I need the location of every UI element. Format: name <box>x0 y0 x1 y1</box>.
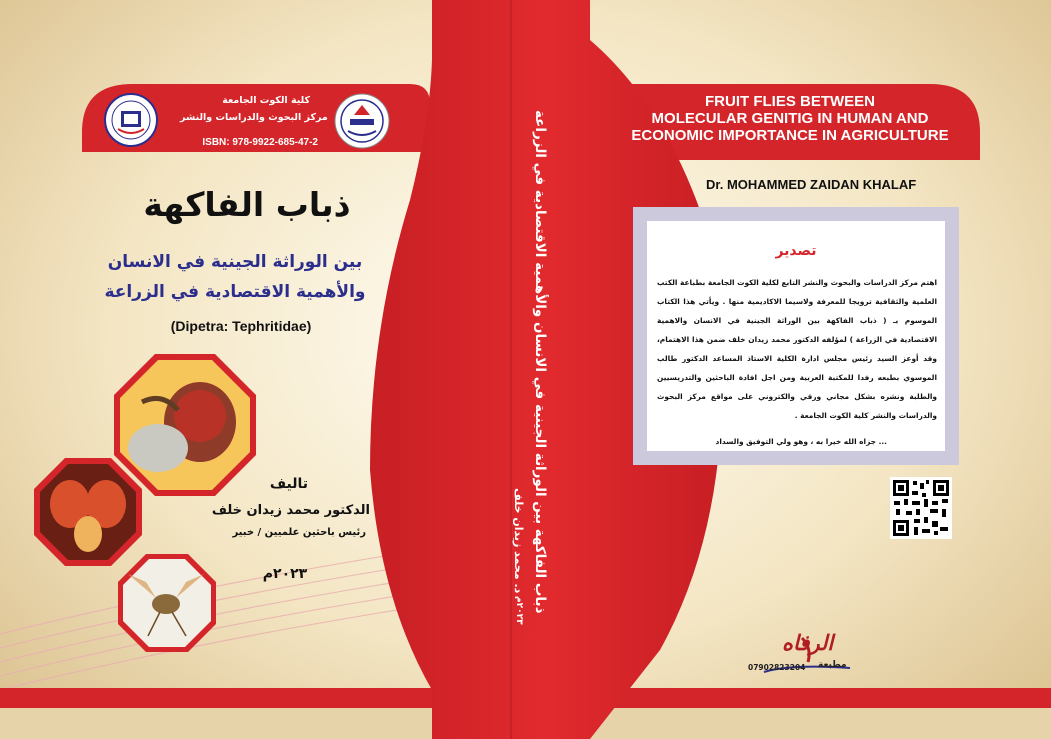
english-title <box>600 93 980 144</box>
printer-label: مطبعة <box>818 660 847 670</box>
college-name: كلية الكوت الجامعة <box>222 95 310 106</box>
preface-body: اهتم مركز الدراسات والبحوث والنشر التابع لكلية الكوت الجامعة بطباعة الكتب العلمية والثقافية ترويجا للمعرفة ولاسيما الاكاديمية منها . ويأتي هذا الكتاب الموسوم بـ ( ذباب الفاكهة بين الوراثة الجينية في الانسان والاهمية الاقتصادية في الزراعة ) لمؤلفه الدكتور محمد زيدان خلف ضمن هذا الاهتمام، وقد أوعز السيد رئيس مجلس ادارة الكلية الاستاذ المساعد الدكتور طالب الموسوي بطبعه رفدا للمكتبة العربية ومن اجل افادة الباحثين والتدريسيين والطلبة ونشره بشكل مجاني ورقي والكتروني على مواقع مركز البحوث والدراسات والنشر كلية الكوت الجامعة . <box>656 278 937 420</box>
arabic-title: ذباب الفاكهة <box>143 185 351 224</box>
preface-heading: تصدير <box>775 243 817 259</box>
english-title-line2: MOLECULAR GENITIG IN HUMAN AND <box>651 110 929 127</box>
preface-panel <box>647 221 945 451</box>
spine-author: د. محمد زيدان خلف <box>512 488 525 594</box>
english-title-line3: ECONOMIC IMPORTANCE IN AGRICULTURE <box>631 127 949 144</box>
spine-year: ٢٠٢٣م <box>514 596 524 625</box>
english-author: Dr. MOHAMMED ZAIDAN KHALAF <box>706 177 917 192</box>
author-name: الدكتور محمد زيدان خلف <box>211 503 370 518</box>
latin-family-name: (Dipetra: Tephritidae) <box>170 318 312 334</box>
arabic-subtitle-line1: بين الوراثة الجينية في الانسان <box>107 252 363 272</box>
college-logo-right <box>334 93 390 149</box>
spine-title: ذباب الفاكهة بين الوراثة الجينية في الانسان والأهمية الاقتصادية في الزراعة <box>532 110 548 614</box>
fly-wing-photo <box>116 552 218 654</box>
publication-year: ٢٠٢٣م <box>262 566 308 582</box>
author-role: رئيس باحثين علميين / خبير <box>232 527 366 538</box>
printer-phone: 07902823204 <box>748 663 806 672</box>
preface-box <box>633 207 959 465</box>
research-center-name: مركز البحوث والدراسات والنشر <box>180 112 328 123</box>
printer-brand: الرفاه <box>782 630 834 655</box>
preface-closing: ... جزاه الله خيرا به ، وهو ولي التوفيق والسداد <box>715 437 887 446</box>
isbn-number: ISBN: 978-9922-685-47-2 <box>202 137 318 148</box>
college-logo-left <box>104 93 158 147</box>
qr-code-icon <box>890 477 952 539</box>
arabic-subtitle-line2: والأهمية الاقتصادية في الزراعة <box>104 282 366 302</box>
author-label: تاليف <box>269 476 308 492</box>
english-title-line1: FRUIT FLIES BETWEEN <box>705 93 875 110</box>
